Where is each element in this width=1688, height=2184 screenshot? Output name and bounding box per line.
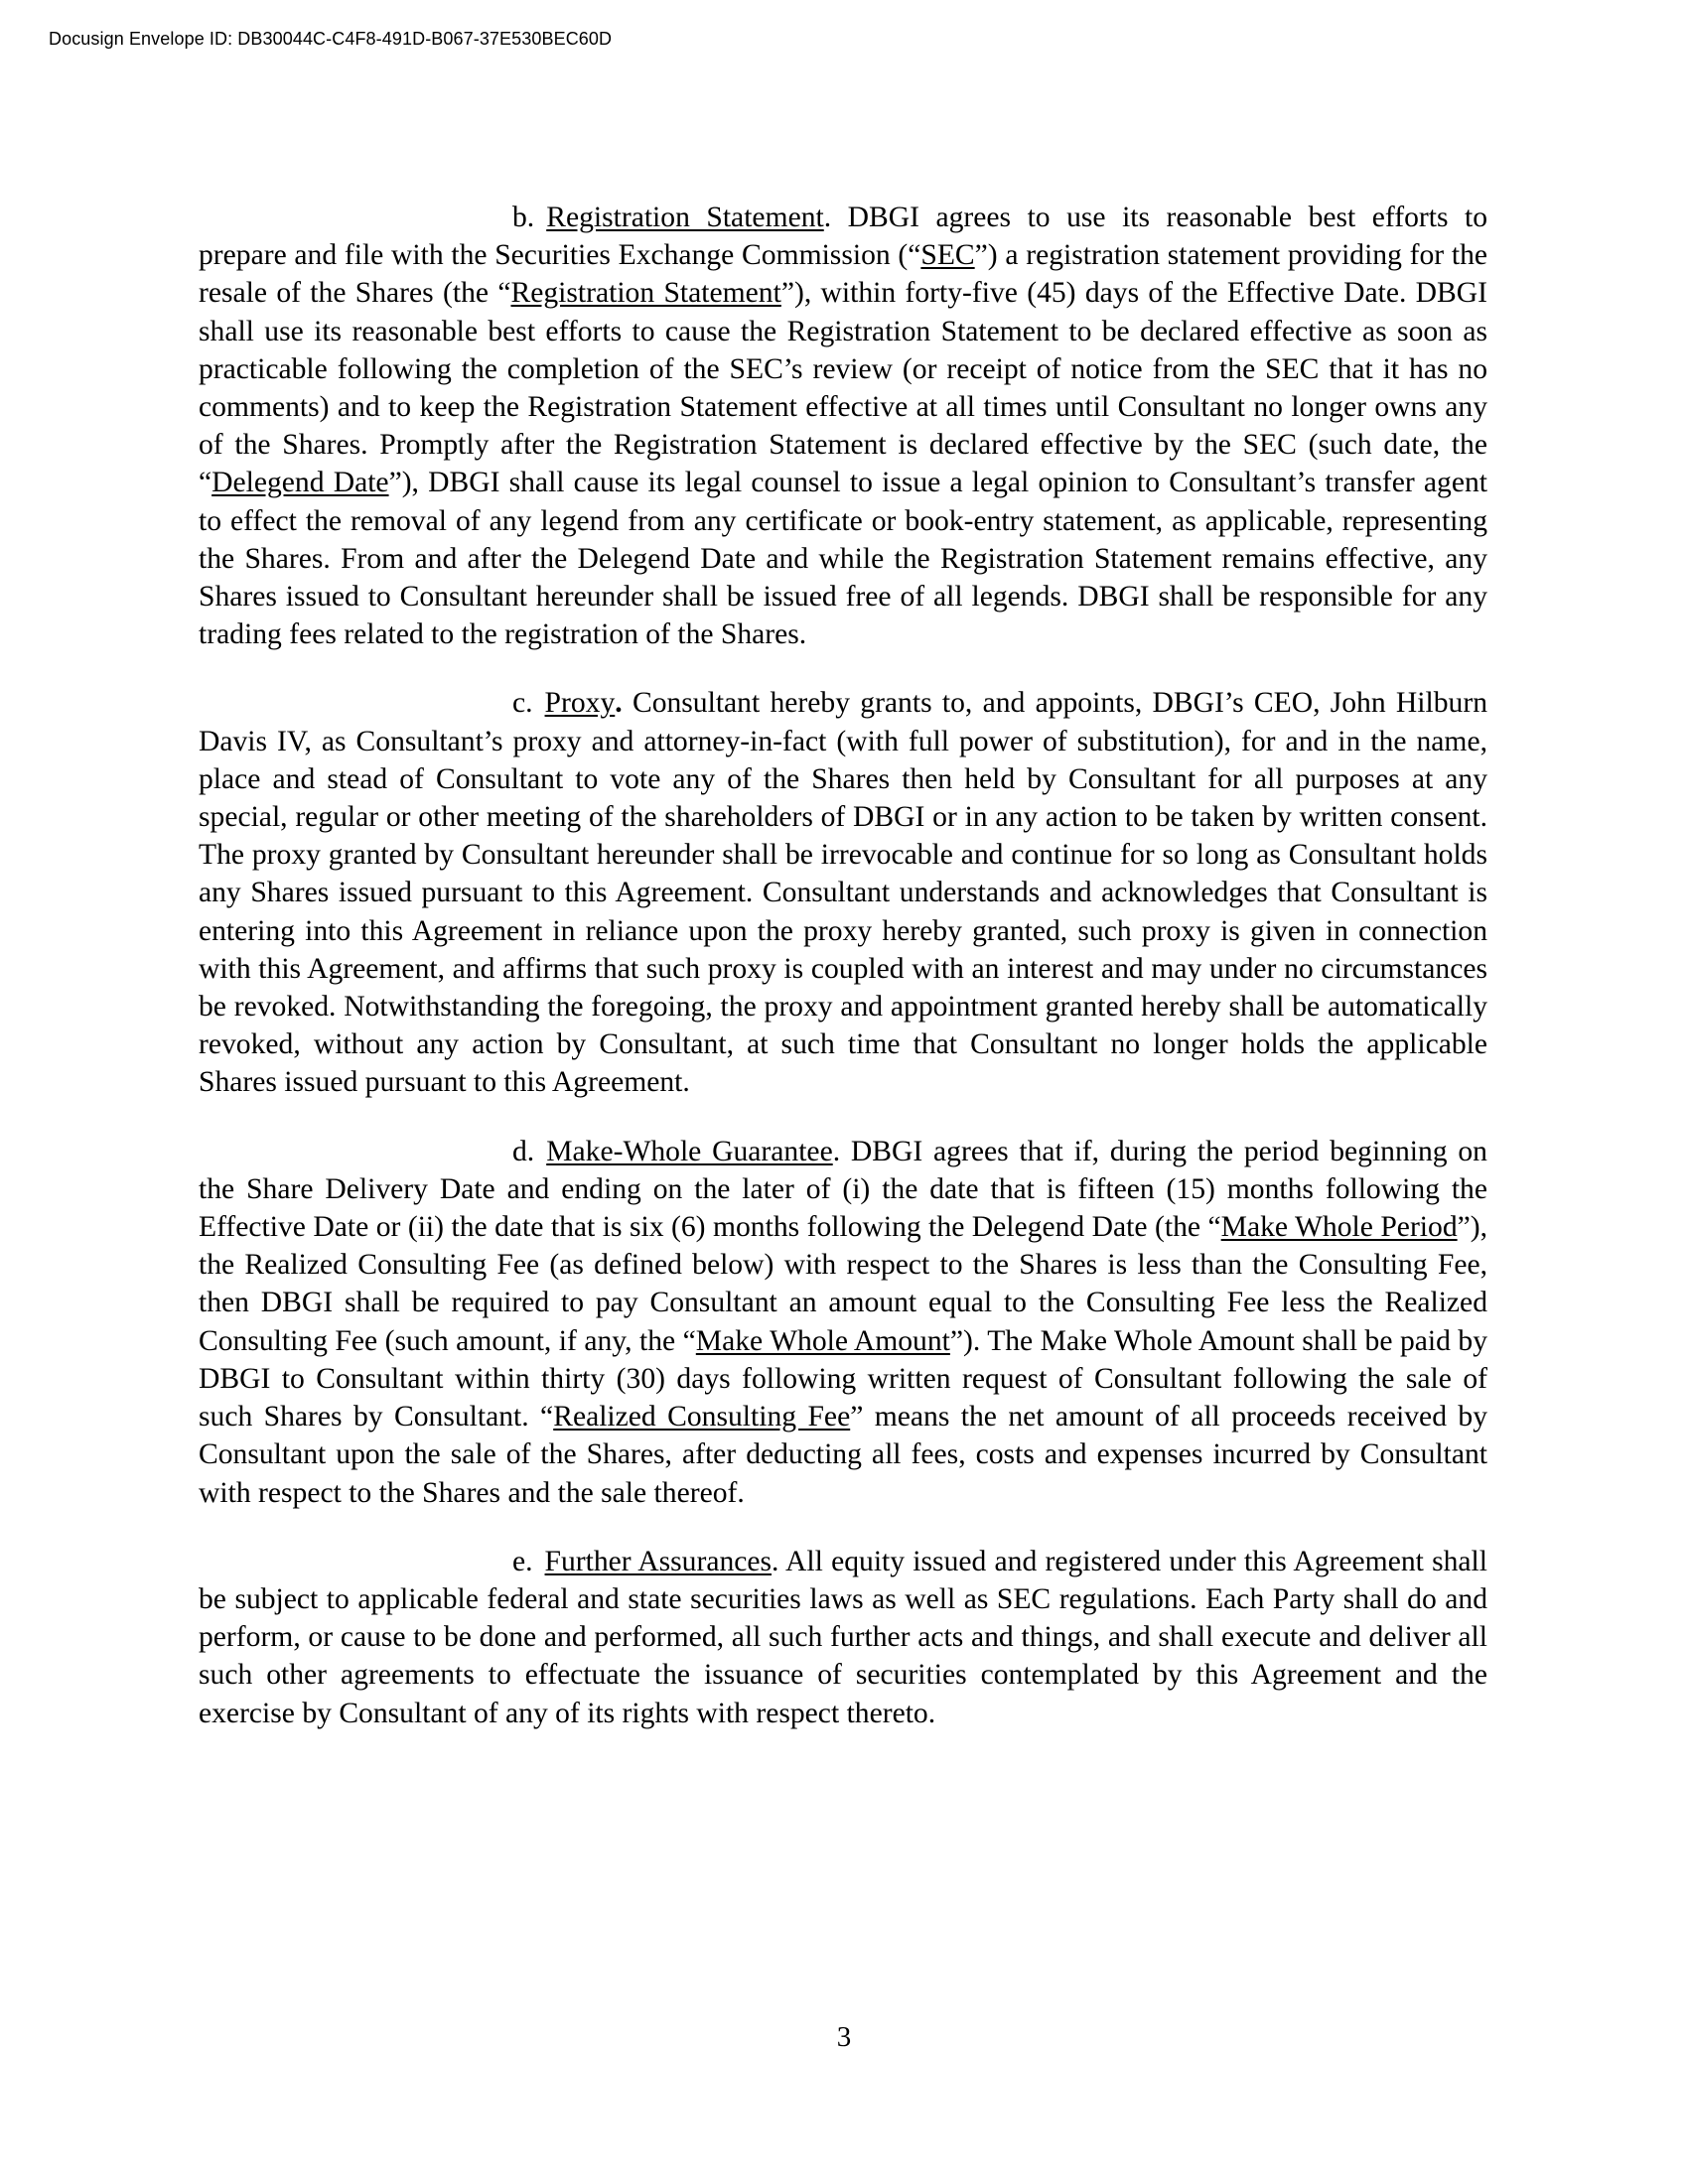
section-c-label: c. — [512, 687, 533, 720]
section-b-text-1: . DBGI agrees to use its reasonable best efforts to prepare and file with the Securities Exchange Commission (“ — [199, 202, 1488, 272]
section-d-text-4: ” means the net amount of all proceeds received by Consultant upon the sale of the Shares, after deducting all fees, costs and expenses incurred by Consultant with respect to the Shares and the sale thereof. — [199, 1401, 1488, 1509]
defined-term-sec: SEC — [920, 239, 975, 272]
page-number: 3 — [836, 2021, 852, 2053]
document-body — [199, 199, 1487, 1763]
section-e-further-assurances — [199, 1543, 1487, 1732]
section-b-text-2: ”) a registration statement providing for the resale of the Shares (the “ — [199, 239, 1487, 310]
section-d-make-whole-guarantee — [199, 1133, 1487, 1512]
section-b-text-4: ”), DBGI shall cause its legal counsel to issue a legal opinion to Consultant’s transfer agent to effect the removal of any legend from any certificate or book-entry statement, as applicable, representing the Shares. From and after the Delegend Date and while the Registration Statement remains effective, any Shares issued to Consultant hereunder shall be issued free of all legends. DBGI shall be responsible for any trading fees related to the registration of the Shares. — [199, 467, 1487, 651]
defined-term-registration-statement: Registration Statement — [510, 277, 781, 310]
section-c-title: Proxy — [544, 687, 616, 720]
section-b-text-3: ”), within forty-five (45) days of the Effective Date. DBGI shall use its reasonable best efforts to cause the Registration Statement to be declared effective as soon as practicable following the completion of the SEC’s review (or receipt of notice from the SEC that it has no comments) and to keep the Registration Statement effective at all times until Consultant no longer owns any of the Shares. Promptly after the Registration Statement is declared effective by the SEC (such date, the “ — [199, 277, 1488, 499]
defined-term-make-whole-period: Make Whole Period — [1220, 1211, 1458, 1244]
section-e-title: Further Assurances — [544, 1545, 773, 1577]
section-e-label: e. — [512, 1545, 533, 1577]
defined-term-make-whole-amount: Make Whole Amount — [695, 1324, 950, 1357]
docusign-envelope-id: Docusign Envelope ID: DB30044C-C4F8-491D-B067-37E530BEC60D — [49, 29, 613, 49]
section-c-proxy — [199, 684, 1487, 1101]
section-c-text-1: Consultant hereby grants to, and appoints, DBGI’s CEO, John Hilburn Davis IV, as Consultant’s proxy and attorney-in-fact (with full power of substitution), for and in the name, place and stead of Consultant to vote any of the Shares then held by Consultant for all purposes at any special, regular or other meeting of the shareholders of DBGI or in any action to be taken by written consent. The proxy granted by Consultant hereunder shall be irrevocable and continue for so long as Consultant holds any Shares issued pursuant to this Agreement. Consultant understands and acknowledges that Consultant is entering into this Agreement in reliance upon the proxy hereby granted, such proxy is given in connection with this Agreement, and affirms that such proxy is coupled with an interest and may under no circumstances be revoked. Notwithstanding the foregoing, the proxy and appointment granted hereby shall be automatically revoked, without any action by Consultant, at such time that Consultant no longer holds the applicable Shares issued pursuant to this Agreement. — [199, 687, 1487, 1099]
section-c-title-period: . — [615, 687, 623, 720]
section-d-text-1: . DBGI agrees that if, during the period beginning on the Share Delivery Date and ending on the later of (i) the date that is fifteen (15) months following the Effective Date or (ii) the date that is six (6) months following the Delegend Date (the “ — [199, 1135, 1487, 1244]
section-d-label: d. — [512, 1135, 535, 1167]
section-d-text-3: ”). The Make Whole Amount shall be paid by DBGI to Consultant within thirty (30) days following written request of Consultant following the sale of such Shares by Consultant. “ — [199, 1324, 1487, 1433]
defined-term-realized-consulting-fee: Realized Consulting Fee — [553, 1401, 851, 1433]
section-b-title: Registration Statement — [546, 202, 824, 233]
section-b-label: b. — [512, 202, 535, 233]
section-d-text-2: ”), the Realized Consulting Fee (as defined below) with respect to the Shares is less than the Consulting Fee, then DBGI shall be required to pay Consultant an amount equal to the Consulting Fee less the Realized Consulting Fee (such amount, if any, the “ — [199, 1211, 1488, 1357]
section-d-title: Make-Whole Guarantee — [546, 1135, 833, 1167]
section-e-text-1: . All equity issued and registered under this Agreement shall be subject to applicable federal and state securities laws as well as SEC regulations. Each Party shall do and perform, or cause to be done and performed, all such further acts and things, and shall execute and deliver all such other agreements to effectuate the issuance of securities contemplated by this Agreement and the exercise by Consultant of any of its rights with respect thereto. — [199, 1545, 1487, 1729]
defined-term-delegend-date: Delegend Date — [211, 467, 389, 499]
section-b-registration-statement — [199, 199, 1487, 653]
